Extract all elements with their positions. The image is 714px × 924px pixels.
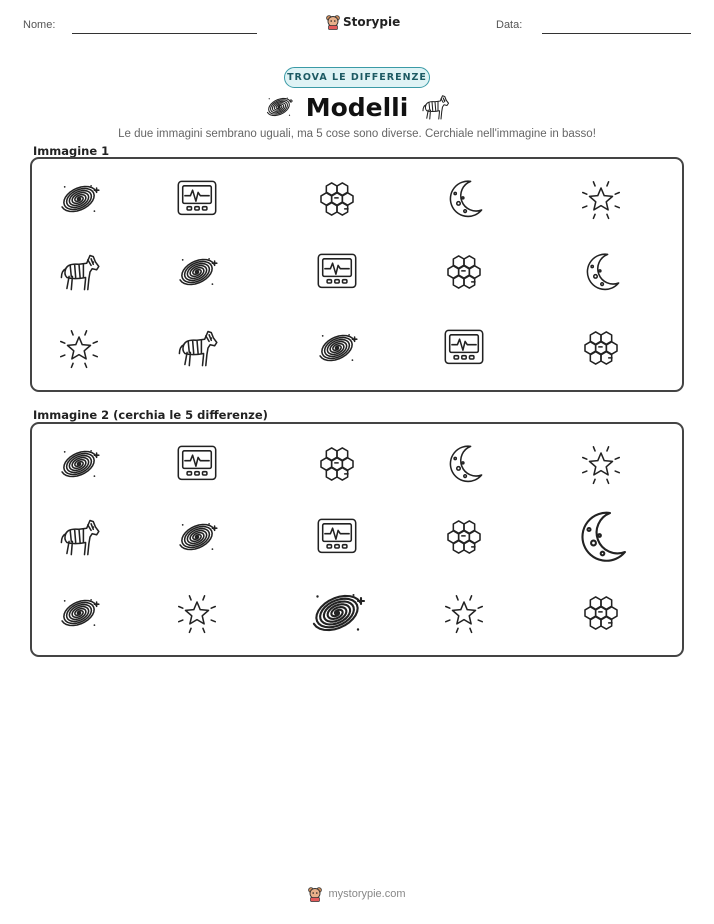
galaxy-icon xyxy=(315,326,359,370)
monitor-icon[interactable] xyxy=(315,515,359,559)
zebra-icon xyxy=(175,326,219,370)
honeycomb-icon xyxy=(579,326,623,370)
monitor-icon[interactable] xyxy=(175,442,219,486)
date-label: Data: xyxy=(496,19,523,31)
bear-icon xyxy=(326,14,340,30)
star-icon[interactable] xyxy=(442,591,486,635)
galaxy-icon xyxy=(57,177,101,221)
footer xyxy=(0,886,714,902)
star-icon[interactable] xyxy=(579,442,623,486)
zebra-icon xyxy=(57,250,101,294)
title-row xyxy=(0,92,714,122)
bear-icon xyxy=(308,886,322,902)
monitor-icon xyxy=(175,177,219,221)
honeycomb-icon xyxy=(442,250,486,294)
moon-icon[interactable] xyxy=(571,507,631,567)
galaxy-icon[interactable] xyxy=(307,583,367,643)
picture-panel-1 xyxy=(30,157,684,392)
star-icon[interactable] xyxy=(175,591,219,635)
name-line xyxy=(72,33,257,34)
galaxy-icon[interactable] xyxy=(175,515,219,559)
galaxy-icon[interactable] xyxy=(57,442,101,486)
star-icon xyxy=(579,177,623,221)
panel1-label: Immagine 1 xyxy=(33,144,110,158)
monitor-icon xyxy=(442,326,486,370)
star-icon xyxy=(57,326,101,370)
moon-icon xyxy=(579,250,623,294)
zebra-icon[interactable] xyxy=(57,515,101,559)
panel2-label: Immagine 2 (cerchia le 5 differenze) xyxy=(33,408,268,422)
zebra-icon xyxy=(420,92,450,122)
brand-name: Storypie xyxy=(343,15,401,29)
moon-icon xyxy=(442,177,486,221)
monitor-icon xyxy=(315,250,359,294)
brand-logo xyxy=(326,14,400,30)
honeycomb-icon[interactable] xyxy=(315,442,359,486)
name-label: Nome: xyxy=(23,19,56,31)
instructions: Le due immagini sembrano uguali, ma 5 cose sono diverse. Cerchiale nell'immagine in basso! xyxy=(118,128,596,140)
moon-icon[interactable] xyxy=(442,442,486,486)
honeycomb-icon[interactable] xyxy=(579,591,623,635)
honeycomb-icon[interactable] xyxy=(442,515,486,559)
footer-url: mystorypie.com xyxy=(328,888,406,900)
picture-panel-2[interactable] xyxy=(30,422,684,657)
honeycomb-icon xyxy=(315,177,359,221)
page-title: Modelli xyxy=(305,92,409,122)
galaxy-icon[interactable] xyxy=(57,591,101,635)
galaxy-icon xyxy=(264,92,294,122)
date-line xyxy=(542,33,691,34)
galaxy-icon xyxy=(175,250,219,294)
activity-badge: TROVA LE DIFFERENZE xyxy=(284,67,430,88)
